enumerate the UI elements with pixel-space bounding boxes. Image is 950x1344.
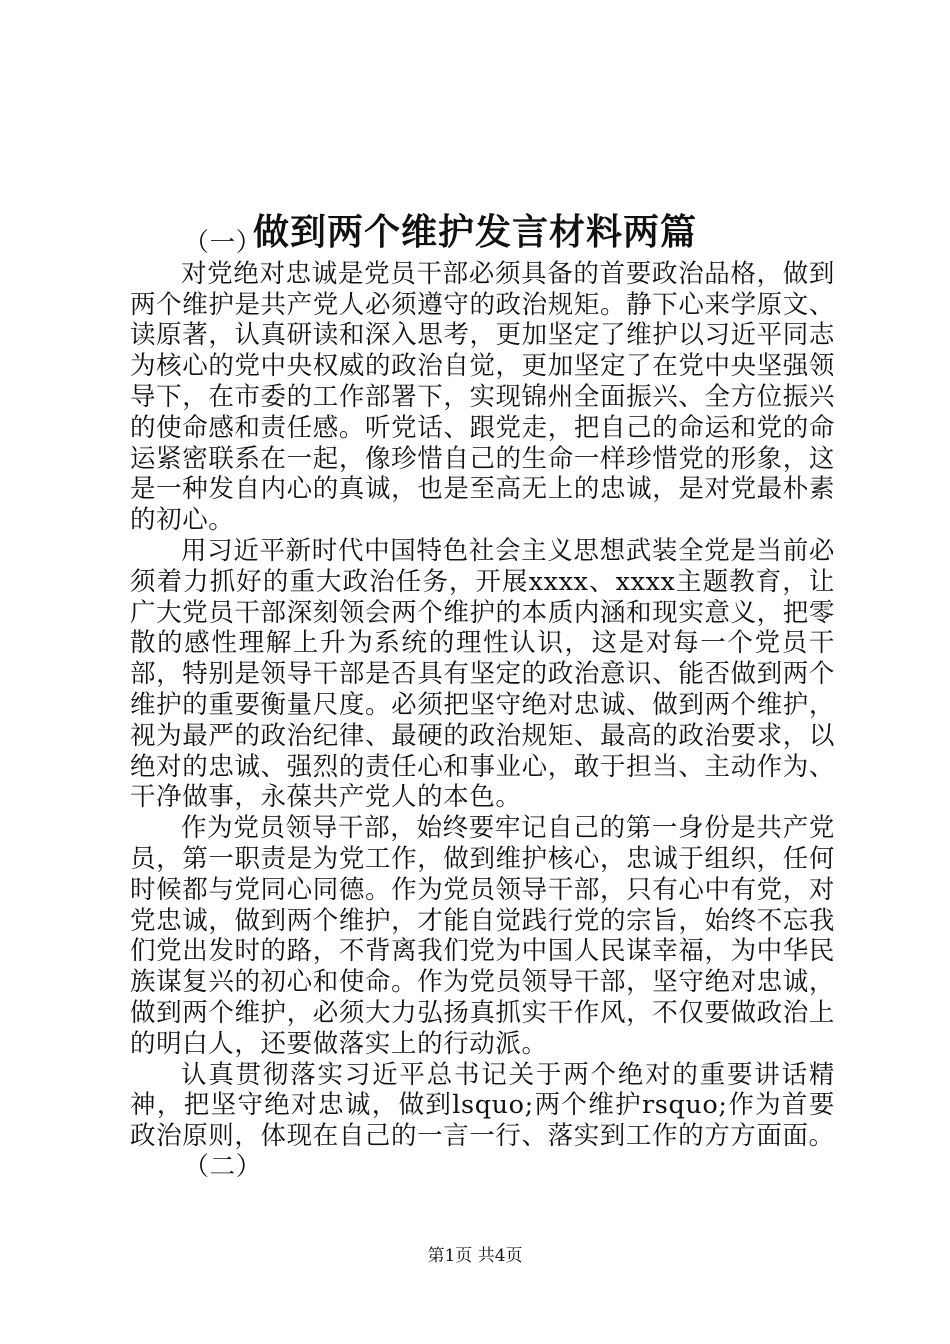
document-body: [130, 228, 835, 1183]
paragraph: 认真贯彻落实习近平总书记关于两个绝对的重要讲话精神，把坚守绝对忠诚，做到lsquo;两个维护rsquo;作为首要政治原则，体现在自己的一言一行、落实到工作的方方面面。: [130, 1059, 835, 1152]
paragraph: 作为党员领导干部，始终要牢记自己的第一身份是共产党员，第一职责是为党工作，做到维护核心，忠诚于组织，任何时候都与党同心同德。作为党员领导干部，只有心中有党，对党忠诚，做到两个维护，才能自觉践行党的宗旨，始终不忘我们党出发时的路，不背离我们党为中国人民谋幸福，为中华民族谋复兴的初心和使命。作为党员领导干部，坚守绝对忠诚，做到两个维护，必须大力弘扬真抓实干作风，不仅要做政治上的明白人，还要做落实上的行动派。: [130, 813, 835, 1059]
page-footer: 第1页 共4页: [427, 1246, 523, 1266]
section-heading-one: （一）: [183, 228, 262, 258]
paragraph: 对党绝对忠诚是党员干部必须具备的首要政治品格，做到两个维护是共产党人必须遵守的政治规矩。静下心来学原文、读原著，认真研读和深入思考，更加坚定了维护以习近平同志为核心的党中央权威的政治自觉，更加坚定了在党中央坚强领导下，在市委的工作部署下，实现锦州全面振兴、全方位振兴的使命感和责任感。听党话、跟党走，把自己的命运和党的命运紧密联系在一起，像珍惜自己的生命一样珍惜党的形象，这是一种发自内心的真诚，也是至高无上的忠诚，是对党最朴素的初心。: [130, 258, 835, 536]
section-heading-two: （二）: [183, 1151, 262, 1182]
document-title: 做到两个维护发言材料两篇: [252, 211, 697, 254]
paragraph: 用习近平新时代中国特色社会主义思想武装全党是当前必须着力抓好的重大政治任务，开展xxxx、xxxx主题教育，让广大党员干部深刻领会两个维护的本质内涵和现实意义，把零散的感性理解上升为系统的理性认识，这是对每一个党员干部，特别是领导干部是否具有坚定的政治意识、能否做到两个维护的重要衡量尺度。必须把坚守绝对忠诚、做到两个维护，视为最严的政治纪律、最硬的政治规矩、最高的政治要求，以绝对的忠诚、强烈的责任心和事业心，敢于担当、主动作为、干净做事，永葆共产党人的本色。: [130, 535, 835, 813]
